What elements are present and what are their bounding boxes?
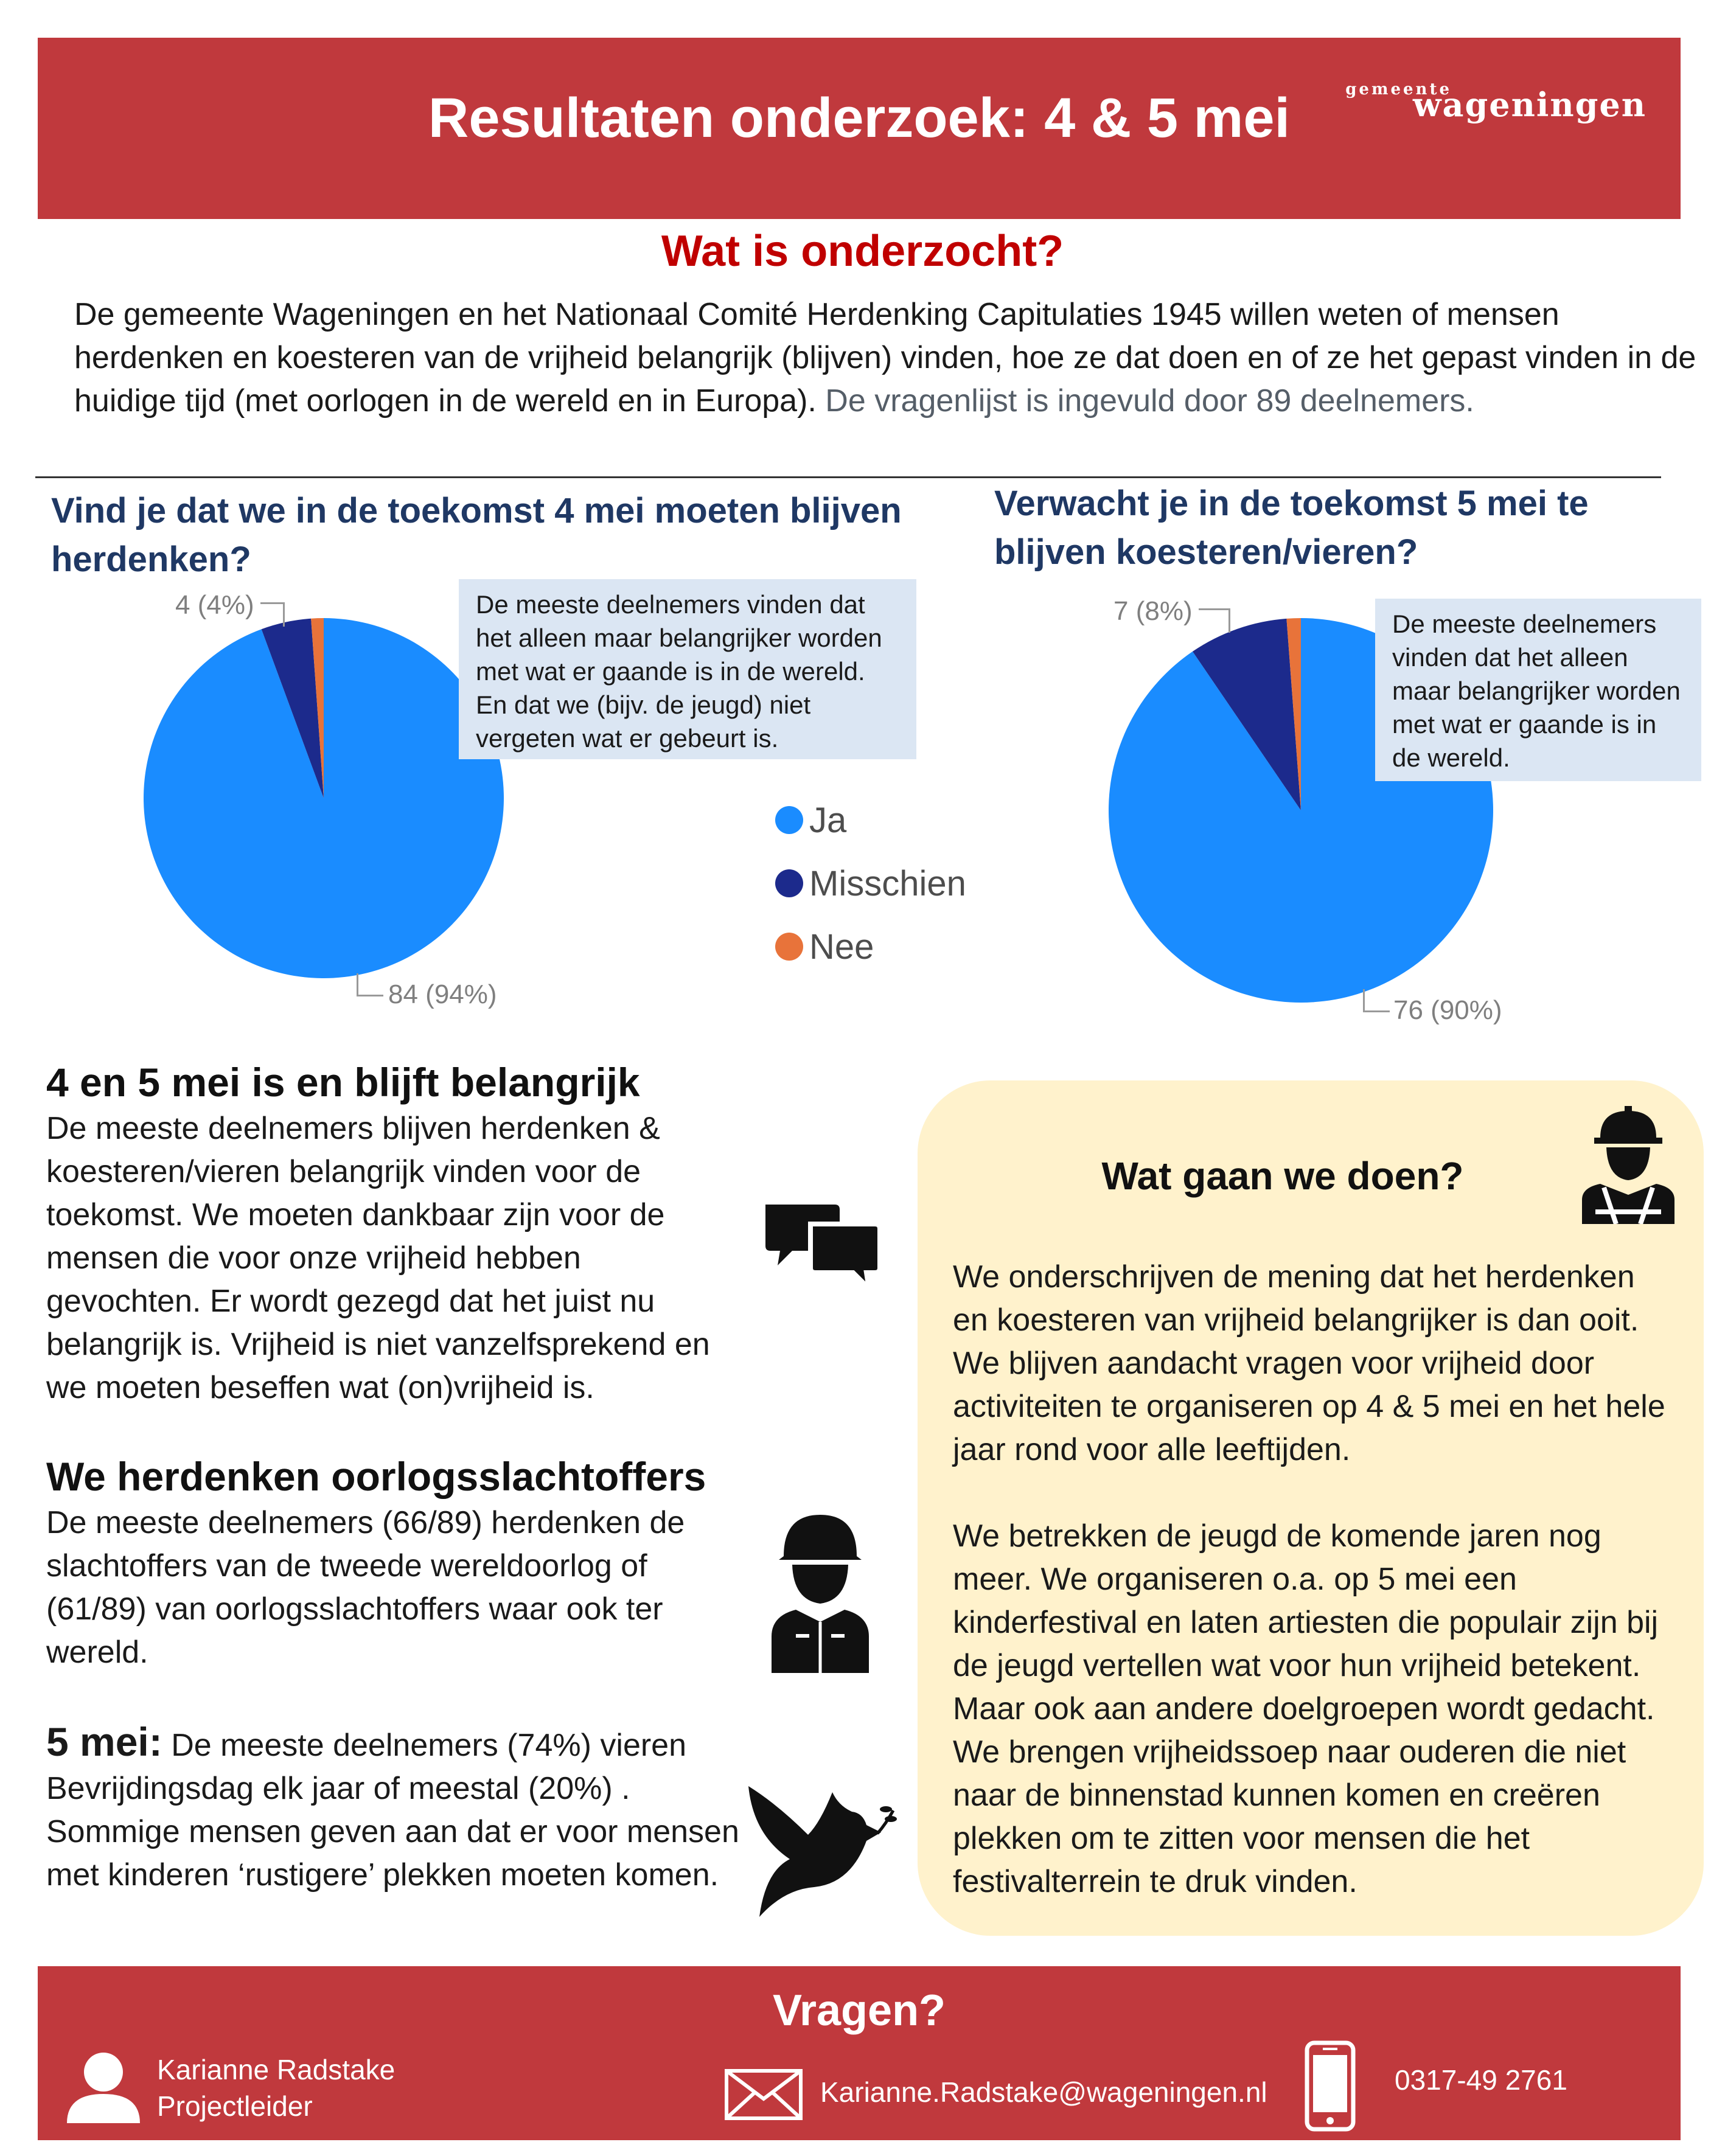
block-5-mei xyxy=(46,1720,740,1897)
legend-item-nee xyxy=(775,915,966,978)
contact-role: Projectleider xyxy=(157,2090,313,2122)
pie1-label-ja: 84 (94%) xyxy=(388,979,497,1009)
question-4-mei: Vind je dat we in de toekomst 4 mei moeten blijven herdenken? xyxy=(51,491,902,579)
block-belangrijk-title: 4 en 5 mei is en blijft belangrijk xyxy=(46,1060,640,1105)
legend-label-misschien: Misschien xyxy=(809,863,966,903)
intro-participants: De vragenlijst is ingevuld door 89 deelnemers. xyxy=(825,383,1474,419)
action-card-paragraph-2: We betrekken de jeugd de komende jaren nog meer. We organiseren o.a. op 5 mei een kinderfestival en laten artiesten die populair zijn bij de jeugd vertellen wat voor hun vrijheid betekent. Maar ook aan andere doelgroepen wordt gedacht. We brengen vrijheidssoep naar ouderen die niet naar de binnenstad kunnen komen en creëren plekken om te zitten voor mensen die het festivalterrein te druk vinden. xyxy=(953,1518,1659,1899)
contact-name: Karianne Radstake xyxy=(157,2054,396,2085)
legend-swatch-nee xyxy=(775,933,803,961)
legend-label-ja: Ja xyxy=(809,800,847,840)
action-card-title: Wat gaan we doen? xyxy=(1101,1154,1464,1198)
intro-heading: Wat is onderzocht? xyxy=(661,227,1064,276)
pie1-leader-ja xyxy=(357,973,383,996)
legend-item-misschien xyxy=(775,852,966,915)
intro-body: De gemeente Wageningen en het Nationaal Comité Herdenking Capitulaties 1945 willen weten of mensen herdenken en koesteren van de vrijheid belangrijk (blijven) vinden, hoe ze dat doen en of ze het gepast vinden in de huidige tijd (met oorlogen in de wereld en in Europa). xyxy=(74,297,1696,419)
mail-icon xyxy=(724,2068,803,2121)
legend-swatch-ja xyxy=(775,806,803,834)
pie2-leader-misschien xyxy=(1199,608,1230,633)
construction-worker-icon xyxy=(1580,1102,1677,1224)
block-oorlogsslachtoffers-text: De meeste deelnemers (66/89) herdenken de slachtoffers van de tweede wereldoorlog of (61/89) van oorlogsslachtoffers waar ook ter wereld. xyxy=(46,1505,685,1670)
legend-item-ja xyxy=(775,788,966,852)
header-banner xyxy=(38,38,1681,219)
pie2-label-misschien: 7 (8%) xyxy=(1113,596,1193,626)
callout-4-mei: De meeste deelnemers vinden dat het alleen maar belangrijker worden met wat er gaande is in de wereld. En dat we (bijv. de jeugd) niet vergeten wat er gebeurt is. xyxy=(459,579,916,759)
contact-email[interactable]: Karianne.Radstake@wageningen.nl xyxy=(820,2076,1267,2108)
action-card-text xyxy=(953,1256,1671,1947)
footer-title: Vragen? xyxy=(772,1986,946,2035)
phone-icon xyxy=(1305,2040,1356,2132)
block-belangrijk xyxy=(46,1057,740,1410)
logo-small-text: gemeente xyxy=(1345,80,1452,99)
block-oorlogsslachtoffers xyxy=(46,1452,740,1674)
pie-chart-4-mei xyxy=(141,616,506,981)
legend-swatch-misschien xyxy=(775,869,803,897)
contact-phone[interactable]: 0317-49 2761 xyxy=(1395,2064,1567,2096)
chart-legend xyxy=(775,788,966,978)
block-5-mei-text: De meeste deelnemers (74%) vieren Bevrijdingsdag elk jaar of meestal (20%) . Sommige mensen geven aan dat er voor mensen met kinderen ‘rustigere’ plekken moeten komen. xyxy=(46,1728,739,1893)
intro-text xyxy=(74,293,1717,423)
logo-big-text: wageningen xyxy=(1413,85,1647,124)
pie2-leader-ja xyxy=(1363,989,1390,1012)
divider xyxy=(35,476,1661,478)
block-belangrijk-text: De meeste deelnemers blijven herdenken & koesteren/vieren belangrijk vinden voor de toekomst. We moeten dankbaar zijn voor de mensen die voor onze vrijheid hebben gevochten. Er wordt gezegd dat het juist nu belangrijk is. Vrijheid is niet vanzelfsprekend en we moeten beseffen wat (on)vrijheid is. xyxy=(46,1111,710,1405)
page-title: Resultaten onderzoek: 4 & 5 mei xyxy=(428,87,1291,149)
chat-bubbles-icon xyxy=(762,1200,883,1297)
block-oorlogsslachtoffers-title: We herdenken oorlogsslachtoffers xyxy=(46,1454,706,1499)
person-icon xyxy=(64,2051,142,2123)
block-5-mei-lead: 5 mei: xyxy=(46,1719,162,1764)
wageningen-logo xyxy=(1345,63,1647,124)
question-5-mei: Verwacht je in de toekomst 5 mei te blijven koesteren/vieren? xyxy=(994,484,1589,572)
pie1-label-misschien: 4 (4%) xyxy=(175,590,254,620)
soldier-icon xyxy=(759,1509,881,1673)
pie2-label-ja: 76 (90%) xyxy=(1393,995,1502,1025)
pie1-leader-misschien xyxy=(260,602,285,627)
action-card-paragraph-1: We onderschrijven de mening dat het herdenken en koesteren van vrijheid belangrijker is dan ooit. We blijven aandacht vragen voor vrijheid door activiteiten te organiseren op 4 & 5 mei en het hele jaar rond voor alle leeftijden. xyxy=(953,1259,1665,1467)
contact-person xyxy=(157,2051,395,2124)
dove-icon xyxy=(741,1768,899,1920)
callout-5-mei: De meeste deelnemers vinden dat het alleen maar belangrijker worden met wat er gaande is in de wereld. xyxy=(1375,599,1701,781)
footer-banner xyxy=(38,1966,1681,2140)
legend-label-nee: Nee xyxy=(809,927,874,967)
